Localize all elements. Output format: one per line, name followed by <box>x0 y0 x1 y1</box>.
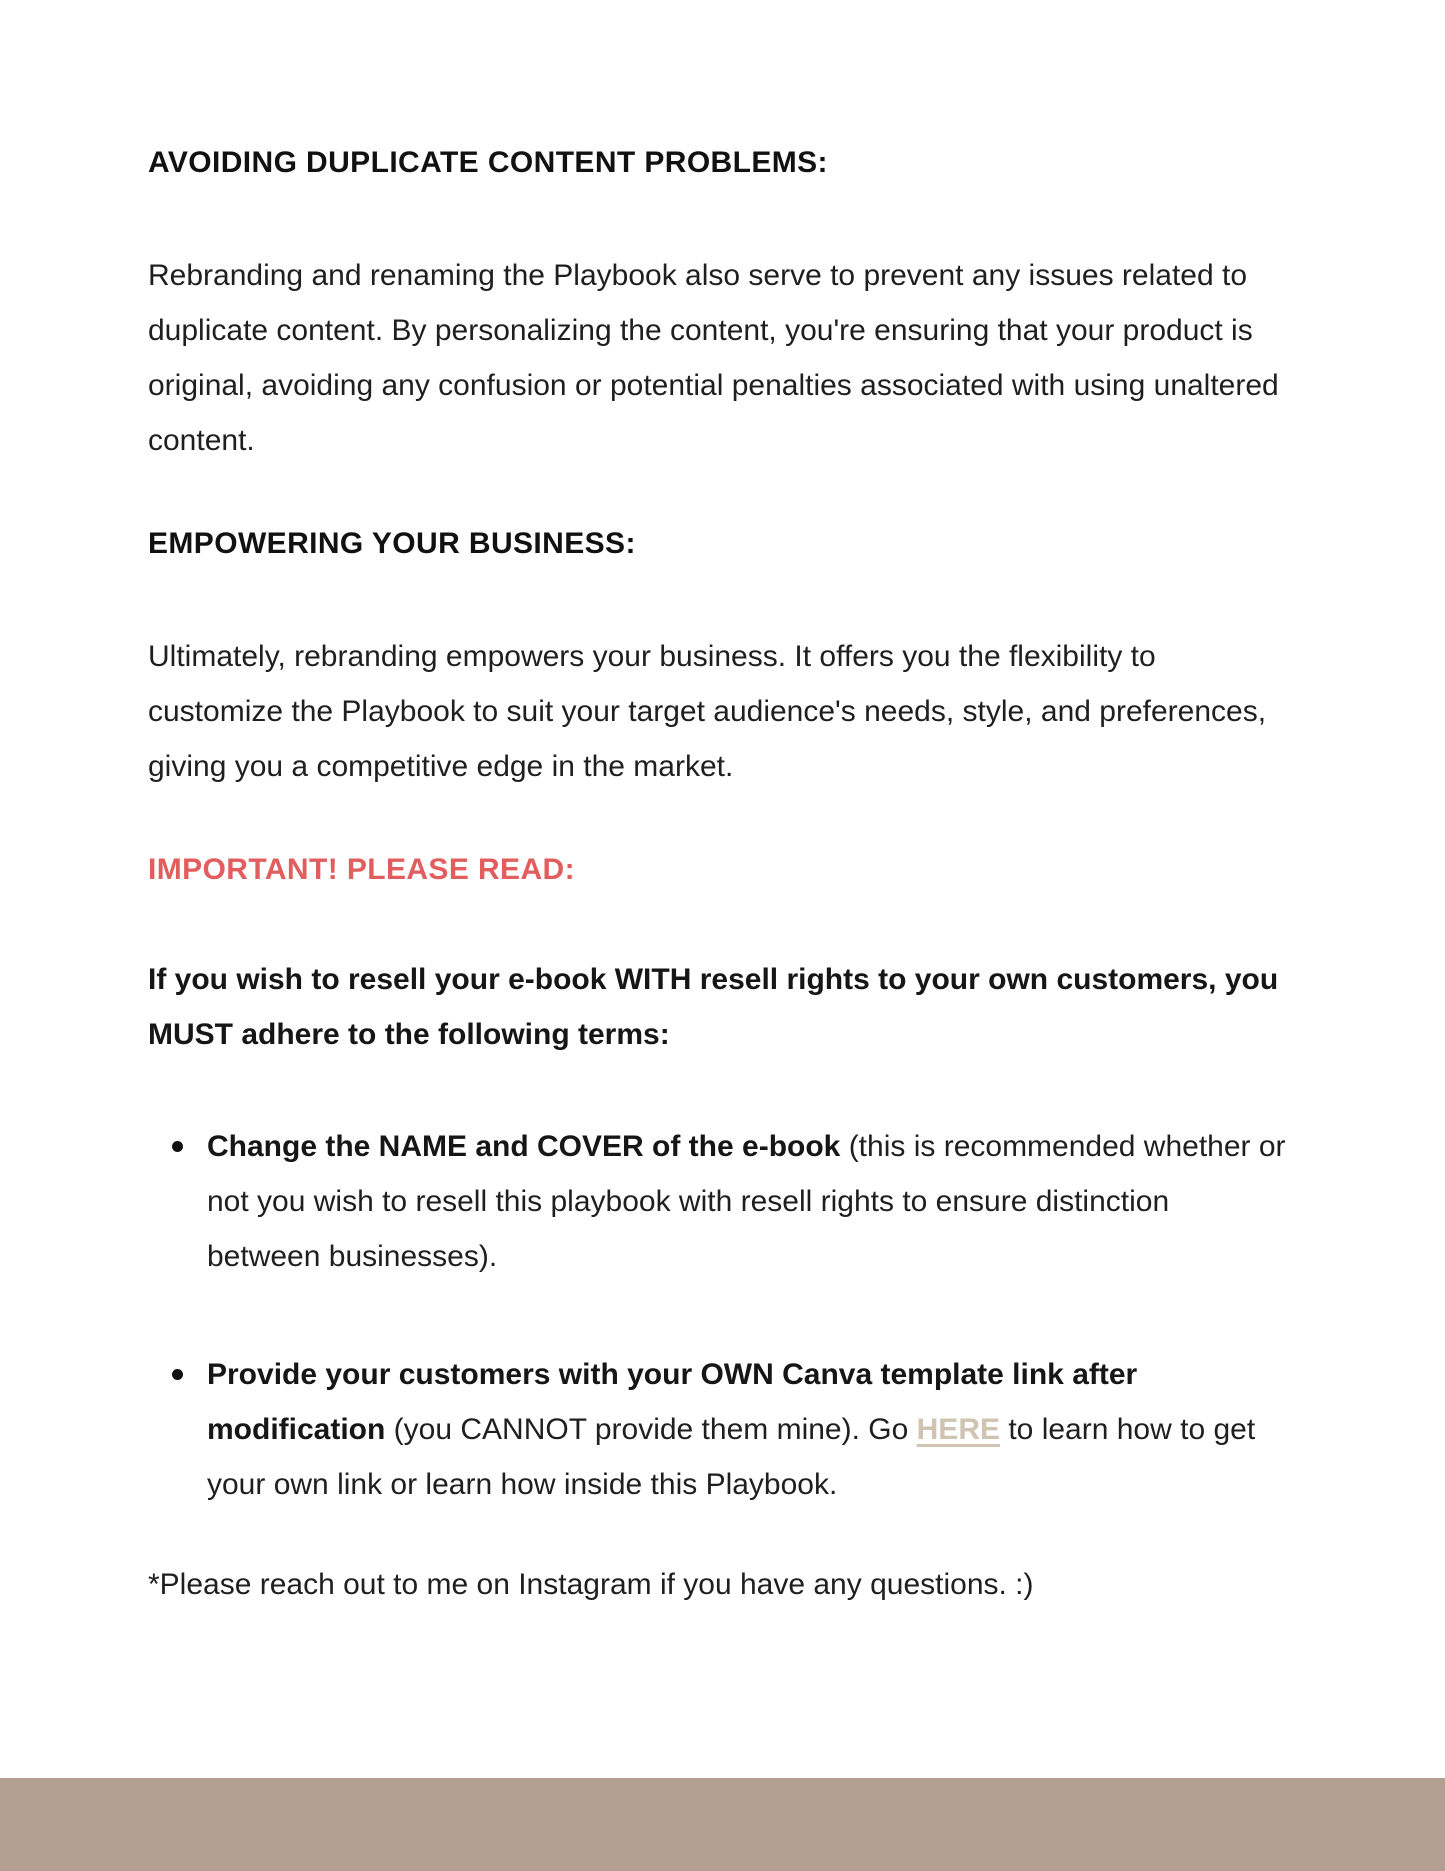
paragraph-empowering-business: Ultimately, rebranding empowers your business. It offers you the flexibility to customize the Playbook to suit your target audience's needs, style, and preferences, giving you a competitive edge in the market. <box>148 640 1267 783</box>
footnote-instagram: *Please reach out to me on Instagram if you have any questions. :) <box>148 1568 1034 1601</box>
bullet-regular-text: (you CANNOT provide them mine). Go <box>385 1413 917 1446</box>
page-content <box>148 0 1288 1612</box>
bullet-regular-text: (this is recommended whether or not you wish to resell this playbook with resell rights to ensure distinction between businesses). <box>207 1130 1286 1273</box>
bullet-change-name-cover <box>148 1119 1288 1284</box>
heading-avoiding-duplicate-content: AVOIDING DUPLICATE CONTENT PROBLEMS: <box>148 146 828 179</box>
bullet-canva-template-link <box>148 1347 1288 1512</box>
paragraph-duplicate-content: Rebranding and renaming the Playbook also serve to prevent any issues related to duplicate content. By personalizing the content, you're ensuring that your product is original, avoiding any confusion or potential penalties associated with using unaltered content. <box>148 259 1279 457</box>
heading-empowering-business: EMPOWERING YOUR BUSINESS: <box>148 527 636 560</box>
paragraph-resell-terms-intro: If you wish to resell your e-book WITH resell rights to your own customers, you MUST adhere to the following terms: <box>148 963 1279 1051</box>
terms-bullet-list <box>148 1119 1288 1512</box>
bullet-bold-text: Provide your customers with your OWN Canva template link after modification <box>207 1358 1138 1446</box>
heading-important-please-read: IMPORTANT! PLEASE READ: <box>148 853 575 886</box>
here-link[interactable]: HERE <box>916 1413 1000 1446</box>
bullet-regular-text: to learn how to get your own link or learn how inside this Playbook. <box>207 1413 1256 1501</box>
footer-color-bar <box>0 1778 1445 1871</box>
bullet-bold-text: Change the NAME and COVER of the e-book <box>207 1130 841 1163</box>
